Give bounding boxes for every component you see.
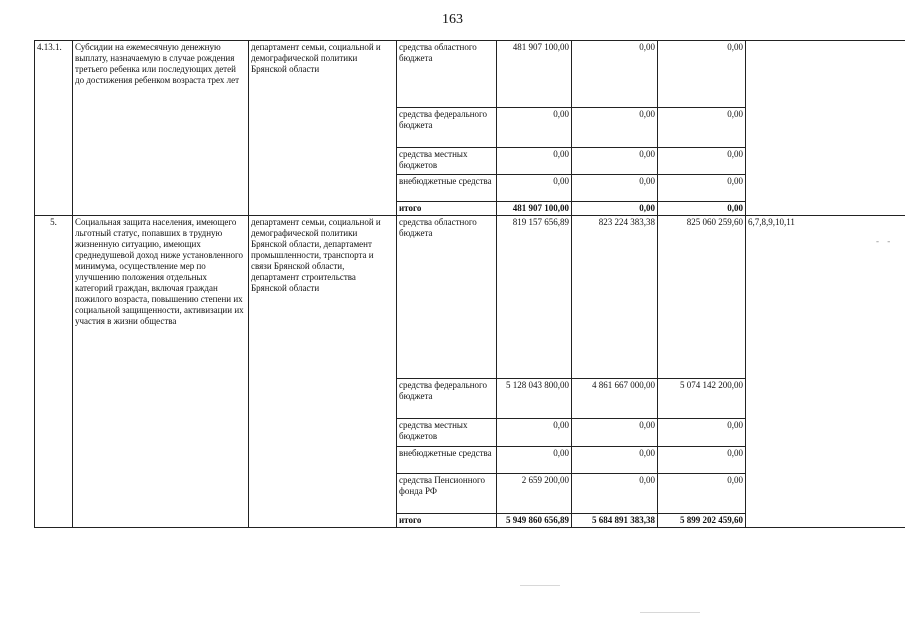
amount-year-2: 0,00 xyxy=(572,474,658,514)
amount-year-2: 0,00 xyxy=(572,148,658,175)
funding-source: средства областного бюджета xyxy=(397,216,497,379)
indicators: 6,7,8,9,10,11 xyxy=(746,216,905,528)
total-year-1: 5 949 860 656,89 xyxy=(497,514,572,528)
measure-name: Субсидии на ежемесячную денежную выплату, назначаемую в случае рождения третьего ребенка или последующих детей до достижения ребенком возраста трех лет xyxy=(73,41,249,216)
funding-source: средства областного бюджета xyxy=(397,41,497,108)
funding-source: средства местных бюджетов xyxy=(397,419,497,447)
amount-year-2: 0,00 xyxy=(572,175,658,202)
funding-source: средства федерального бюджета xyxy=(397,108,497,148)
funding-source: средства местных бюджетов xyxy=(397,148,497,175)
amount-year-3: 5 074 142 200,00 xyxy=(658,379,746,419)
amount-year-1: 819 157 656,89 xyxy=(497,216,572,379)
total-year-2: 0,00 xyxy=(572,202,658,216)
amount-year-3: 0,00 xyxy=(658,41,746,108)
amount-year-3: 825 060 259,60 xyxy=(658,216,746,379)
measure-name: Социальная защита населения, имеющего льготный статус, попавших в трудную жизненную ситуацию, имеющих среднедушевой доход ниже установленного минимума, осуществление мер по улучшению положения отдельных категорий граждан, включая граждан пожилого возраста, повышению степени их социальной защищенности, активизации их участия в жизни общества xyxy=(73,216,249,528)
amount-year-1: 0,00 xyxy=(497,108,572,148)
amount-year-3: 0,00 xyxy=(658,148,746,175)
funding-source: средства Пенсионного фонда РФ xyxy=(397,474,497,514)
amount-year-1: 0,00 xyxy=(497,419,572,447)
budget-table xyxy=(34,40,905,528)
amount-year-1: 0,00 xyxy=(497,447,572,474)
total-year-2: 5 684 891 383,38 xyxy=(572,514,658,528)
amount-year-3: 0,00 xyxy=(658,108,746,148)
amount-year-3: 0,00 xyxy=(658,419,746,447)
scan-artifact xyxy=(640,612,700,613)
amount-year-1: 481 907 100,00 xyxy=(497,41,572,108)
funding-source: внебюджетные средства xyxy=(397,175,497,202)
amount-year-2: 0,00 xyxy=(572,419,658,447)
scan-artifact xyxy=(520,585,560,586)
funding-source: средства федерального бюджета xyxy=(397,379,497,419)
row-number: 4.13.1. xyxy=(35,41,73,216)
amount-year-3: 0,00 xyxy=(658,175,746,202)
total-label: итого xyxy=(397,202,497,216)
executor: департамент семьи, социальной и демографической политики Брянской области, департамент промышленности, транспорта и связи Брянской области, департамент строительства Брянской области xyxy=(249,216,397,528)
total-year-1: 481 907 100,00 xyxy=(497,202,572,216)
table-row xyxy=(35,216,905,379)
amount-year-2: 4 861 667 000,00 xyxy=(572,379,658,419)
amount-year-2: 0,00 xyxy=(572,447,658,474)
page-number: 163 xyxy=(442,12,463,27)
amount-year-3: 0,00 xyxy=(658,447,746,474)
total-label: итого xyxy=(397,514,497,528)
indicators xyxy=(746,41,905,216)
amount-year-2: 0,00 xyxy=(572,41,658,108)
total-year-3: 5 899 202 459,60 xyxy=(658,514,746,528)
amount-year-1: 2 659 200,00 xyxy=(497,474,572,514)
amount-year-1: 5 128 043 800,00 xyxy=(497,379,572,419)
amount-year-1: 0,00 xyxy=(497,148,572,175)
executor: департамент семьи, социальной и демографической политики Брянской области xyxy=(249,41,397,216)
amount-year-2: 0,00 xyxy=(572,108,658,148)
amount-year-1: 0,00 xyxy=(497,175,572,202)
amount-year-2: 823 224 383,38 xyxy=(572,216,658,379)
table-row xyxy=(35,41,905,108)
funding-source: внебюджетные средства xyxy=(397,447,497,474)
row-number: 5. xyxy=(35,216,73,528)
total-year-3: 0,00 xyxy=(658,202,746,216)
margin-marks: - - xyxy=(876,236,894,246)
amount-year-3: 0,00 xyxy=(658,474,746,514)
